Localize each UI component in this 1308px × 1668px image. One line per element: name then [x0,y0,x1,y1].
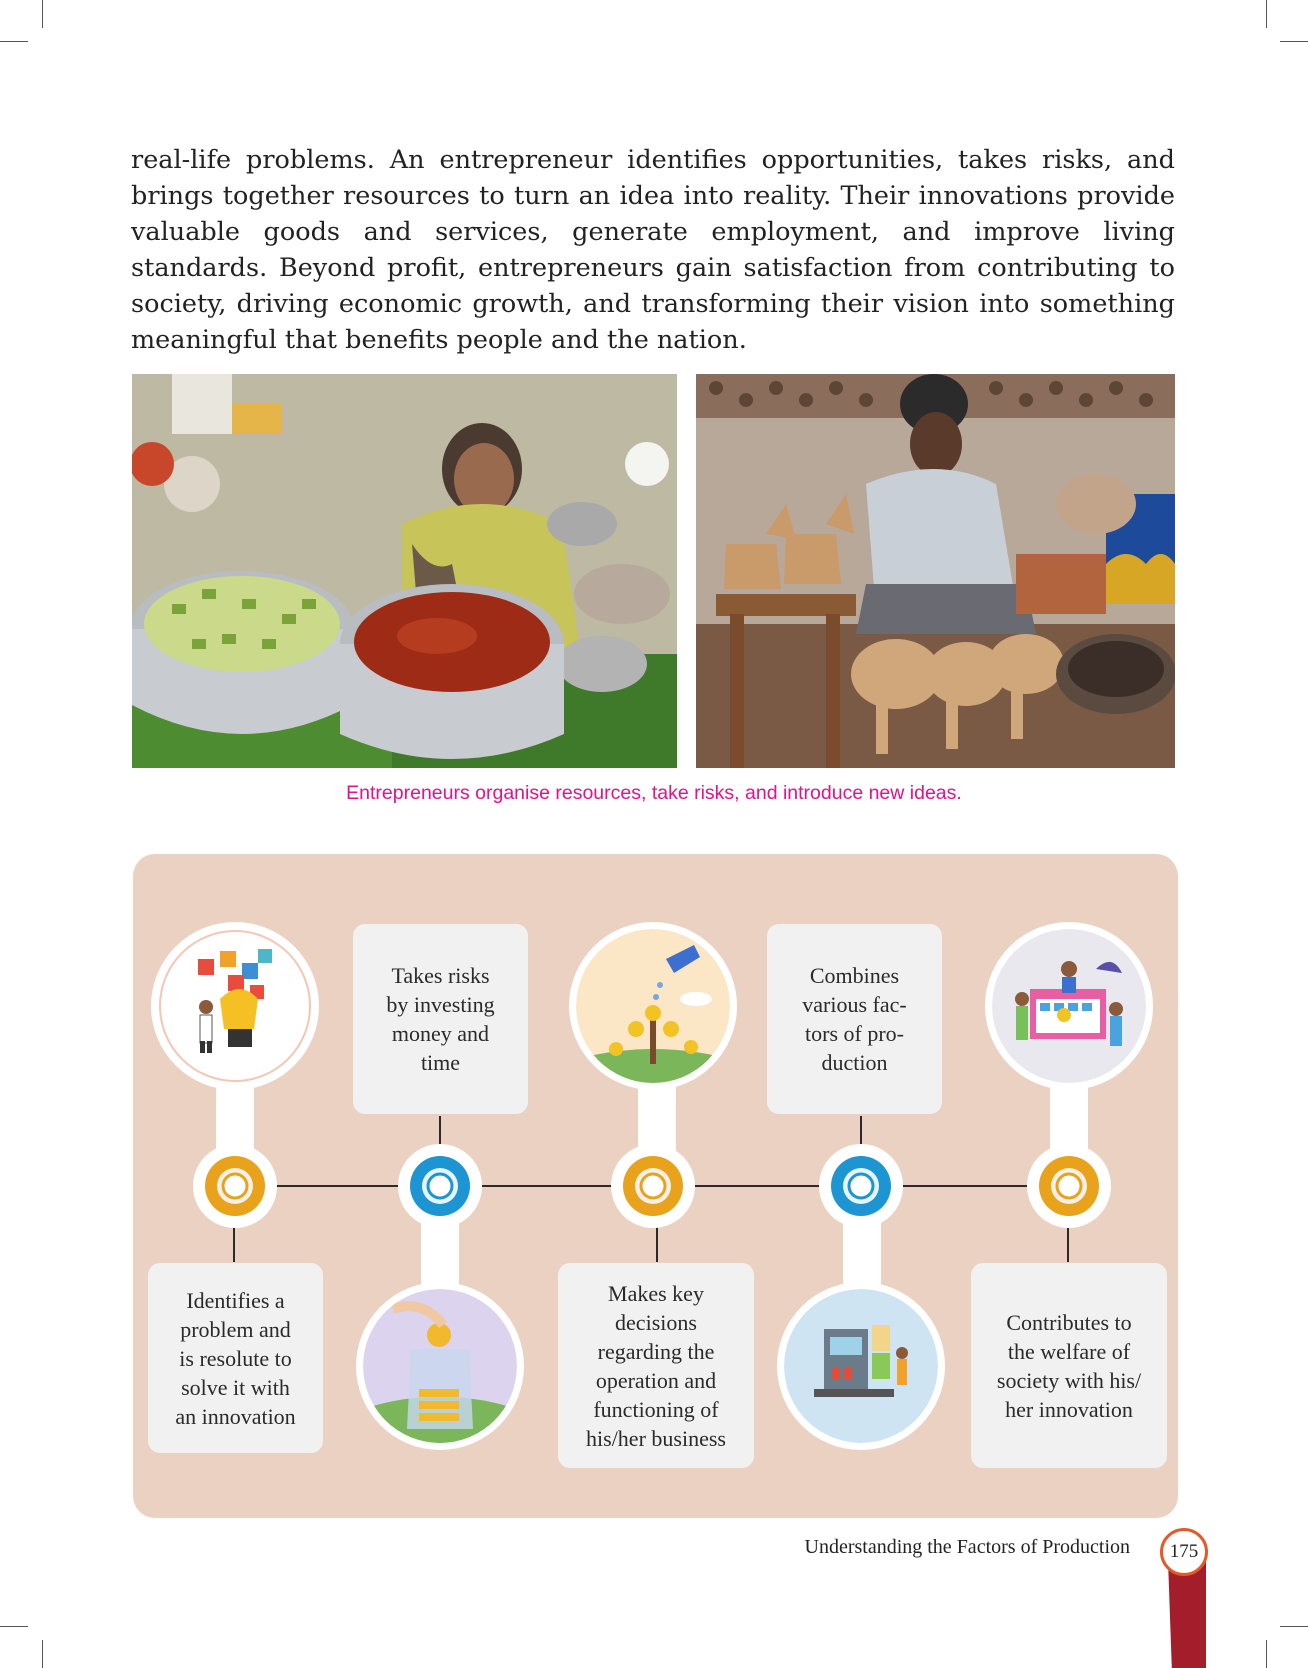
bookmark-ribbon [1168,1560,1206,1668]
photo-pickle-making [132,374,677,768]
crop-mark [0,1626,28,1627]
page-number: 175 [1160,1528,1208,1576]
combines-factors-box [767,924,942,1114]
figure-caption: Entrepreneurs organise resources, take risks, and introduce new ideas. [346,782,962,804]
chapter-title-footer: Understanding the Factors of Production [804,1536,1130,1558]
takes-risks-box [353,924,528,1114]
crop-mark [1280,41,1308,42]
crop-mark [1266,1640,1267,1668]
combines-factors-text: Combines various fac- tors of pro- duction [802,963,907,1075]
money-plant-icon [576,929,730,1083]
body-paragraph: real-life problems. An entrepreneur identifies opportunities, takes risks, and brings together resources to turn an idea into reality. Their innovations provide valuable goods and services, generate employment, and improve living standards. Beyond profit, entrepreneurs gain satisfaction from contributing to society, driving economic growth, and transforming their vision into something meaningful that benefits people and the nation. [131,145,1175,355]
production-machine-icon [784,1289,938,1443]
crop-mark [0,41,28,42]
puzzle-bulb-icon [158,929,312,1083]
identifies-problem-box [148,1263,323,1453]
takes-risks-text: Takes risks by investing money and time [386,963,495,1075]
contributes-welfare-text: Contributes to the welfare of society with his/ her innovation [996,1309,1142,1422]
photo-wood-carving [696,374,1175,768]
key-decisions-box [558,1263,754,1468]
crop-mark [42,0,43,28]
identifies-problem-text: Identifies a problem and is resolute to solve it with an innovation [175,1287,296,1429]
key-decisions-text: Makes key decisions regarding the operation and functioning of his/her business [586,1280,726,1451]
contributes-welfare-box [971,1263,1167,1468]
entrepreneur-roles-diagram [133,854,1178,1518]
crop-mark [1266,0,1267,28]
crop-mark [1280,1626,1308,1627]
team-collaboration-icon [992,929,1146,1083]
coin-jar-icon [363,1289,517,1443]
crop-mark [42,1640,43,1668]
